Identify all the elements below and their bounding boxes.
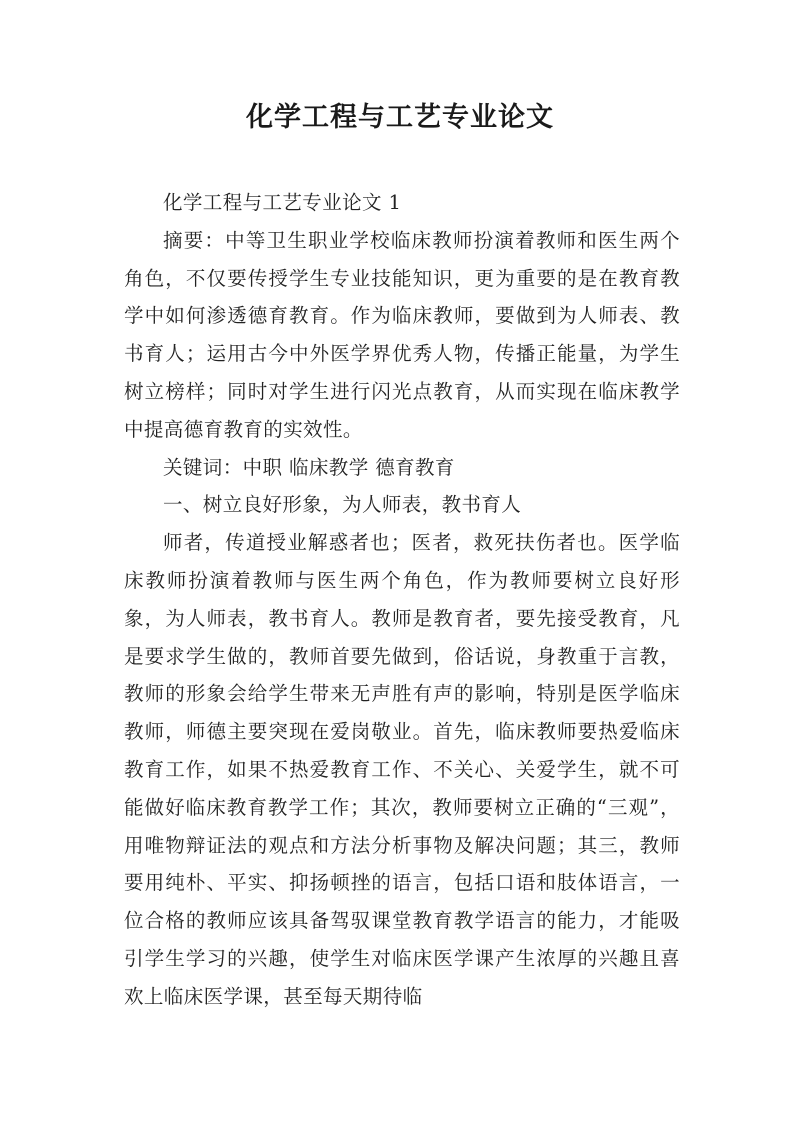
- body-paragraph: 师者，传道授业解惑者也；医者，救死扶伤者也。医学临床教师扮演着教师与医生两个角色，作为教师要树立良好形象，为人师表，教书育人。教师是教育者，要先接受教育，凡是要求学生做的，教师首要先做到，俗话说，身教重于言教，教师的形象会给学生带来无声胜有声的影响，特别是医学临床教师，师德主要突现在爱岗敬业。首先，临床教师要热爱临床教育工作，如果不热爱教育工作、不关心、关爱学生，就不可能做好临床教育教学工作；其次，教师要树立正确的“三观”，用唯物辩证法的观点和方法分析事物及解决问题；其三，教师要用纯朴、平实、抑扬顿挫的语言，包括口语和肢体语言，一位合格的教师应该具备驾驭课堂教育教学语言的能力，才能吸引学生学习的兴趣，使学生对临床医学课产生浓厚的兴趣且喜欢上临床医学课，甚至每天期待临: [124, 531, 680, 1008]
- keywords-paragraph: 关键词：中职 临床教学 德育教育: [163, 455, 455, 479]
- abstract-paragraph: 摘要：中等卫生职业学校临床教师扮演着教师和医生两个角色，不仅要传授学生专业技能知识，更为重要的是在教育教学中如何渗透德育教育。作为临床教师，要做到为人师表、教书育人；运用古今中外医学界优秀人物，传播正能量，为学生树立榜样；同时对学生进行闪光点教育，从而实现在临床教学中提高德育教育的实效性。: [124, 228, 680, 441]
- document-body: [124, 184, 680, 1016]
- section-heading: 一、树立良好形象，为人师表，教书育人: [163, 493, 522, 517]
- subtitle-paragraph: 化学工程与工艺专业论文 1: [163, 191, 402, 214]
- document-title: 化学工程与工艺专业论文: [246, 102, 554, 133]
